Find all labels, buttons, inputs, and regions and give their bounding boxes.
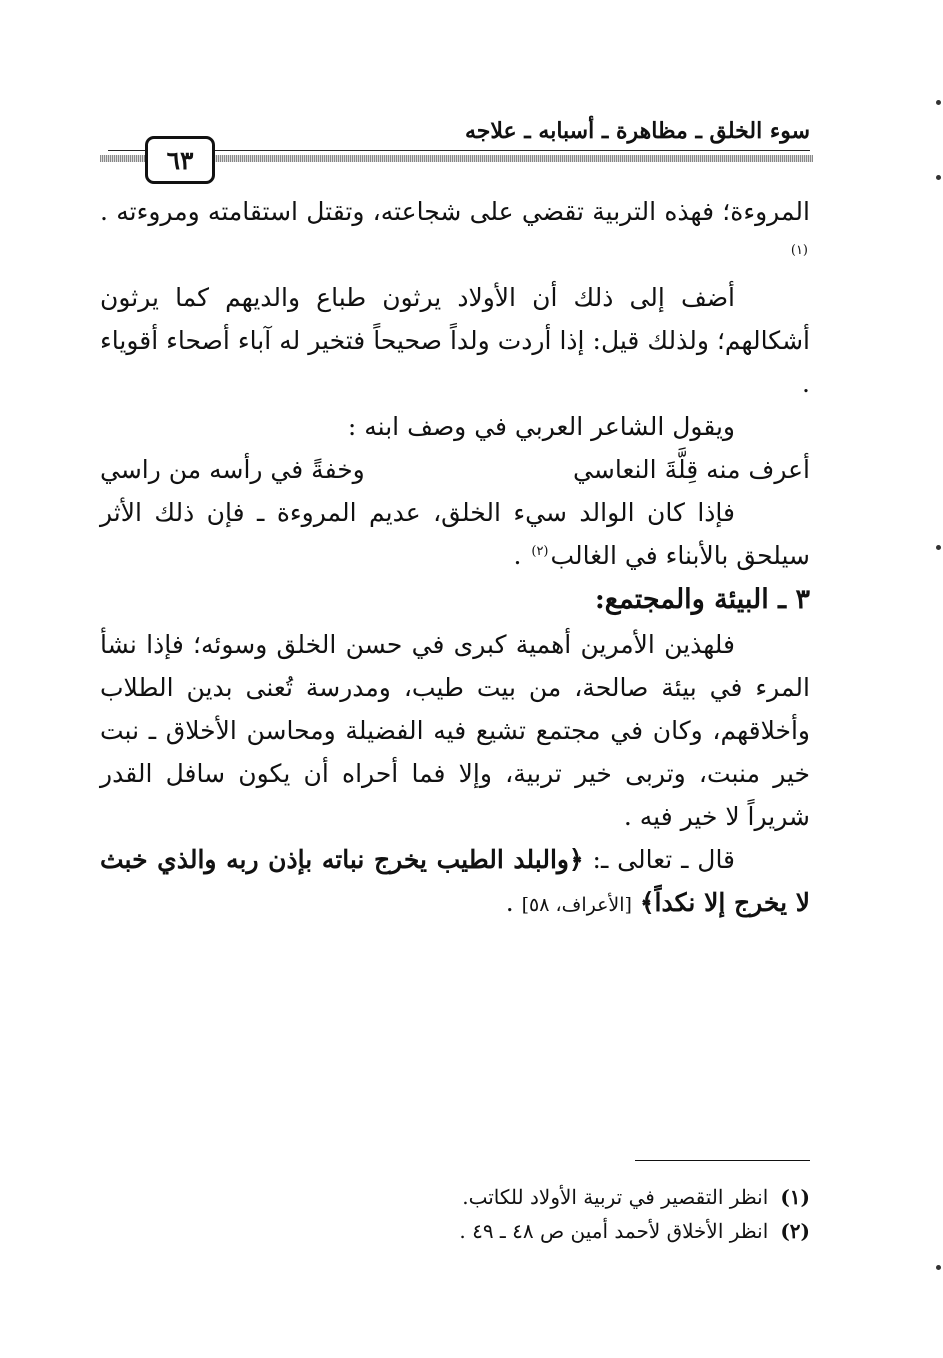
paragraph-4-end: . — [513, 541, 530, 570]
verse-first-hemistich: أعرف منه قِلَّةَ النعاسي — [573, 455, 810, 484]
paragraph-2: أضف إلى ذلك أن الأولاد يرثون طباع والديهم كما يرثون أشكالهم؛ ولذلك قيل: إذا أردت ولداً صحيحاً فتخير له آباء أصحاء أقوياء . — [100, 283, 810, 398]
footnote-text: انظر الأخلاق لأحمد أمين ص ٤٨ ـ ٤٩ . — [459, 1219, 769, 1243]
main-text — [100, 190, 810, 924]
page-number-box: ٦٣ — [145, 136, 215, 184]
paragraph-4 — [100, 491, 810, 577]
footnote-ref-2: (٢) — [531, 543, 549, 559]
footnotes — [210, 1180, 810, 1248]
scan-speck — [936, 545, 941, 550]
quran-verse: ﴿والبلد الطيب يخرج نباته بإذن ربه والذي خبث لا يخرج إلا نكداً﴾ — [100, 845, 810, 918]
footnote-number: (٢) — [780, 1219, 810, 1243]
paragraph-4-text: فإذا كان الوالد سيء الخلق، عديم المروءة ـ فإن ذلك الأثر سيلحق بالأبناء في الغالب — [100, 498, 810, 570]
scan-speck — [936, 100, 941, 105]
paragraph-6 — [100, 838, 810, 924]
quran-citation: [الأعراف، ٥٨] — [521, 894, 632, 917]
scan-speck — [936, 175, 941, 180]
poem-verse — [100, 448, 810, 491]
quran-intro: قال ـ تعالى ـ: — [592, 845, 736, 875]
footnote-2 — [210, 1214, 810, 1248]
paragraph-5: فلهذين الأمرين أهمية كبرى في حسن الخلق وسوئه؛ فإذا نشأ المرء في بيئة صالحة، من بيت طيب، ومدرسة تُعنى بدين الطلاب وأخلاقهم، وكان في مجتمع تشيع فيه الفضيلة ومحاسن الأخلاق ـ نبت خير منبت، وتربى خير تربية، وإلا فما أحراه أن يكون سافل القدر شريراً لا خير فيه . — [100, 630, 810, 832]
paragraph-6-end: . — [505, 888, 522, 918]
paragraph-3: ويقول الشاعر العربي في وصف ابنه : — [347, 412, 735, 441]
footnote-1 — [210, 1180, 810, 1214]
paragraph-1 — [100, 190, 810, 276]
footnote-ref-1: (١) — [790, 242, 808, 258]
running-header-title: سوء الخلق ـ مظاهرة ـ أسبابه ـ علاجه — [465, 118, 810, 144]
footnote-text: انظر التقصير في تربية الأولاد للكاتب. — [462, 1185, 769, 1209]
footnote-separator — [635, 1160, 810, 1161]
footnote-number: (١) — [780, 1185, 810, 1209]
section-heading: ٣ ـ البيئة والمجتمع: — [594, 584, 810, 615]
verse-second-hemistich: وخفةً في رأسه من راسي — [100, 455, 365, 484]
scan-speck — [936, 1265, 941, 1270]
paragraph-1-text: المروءة؛ فهذه التربية تقضي على شجاعته، وتقتل استقامته ومروءته . — [100, 197, 810, 226]
